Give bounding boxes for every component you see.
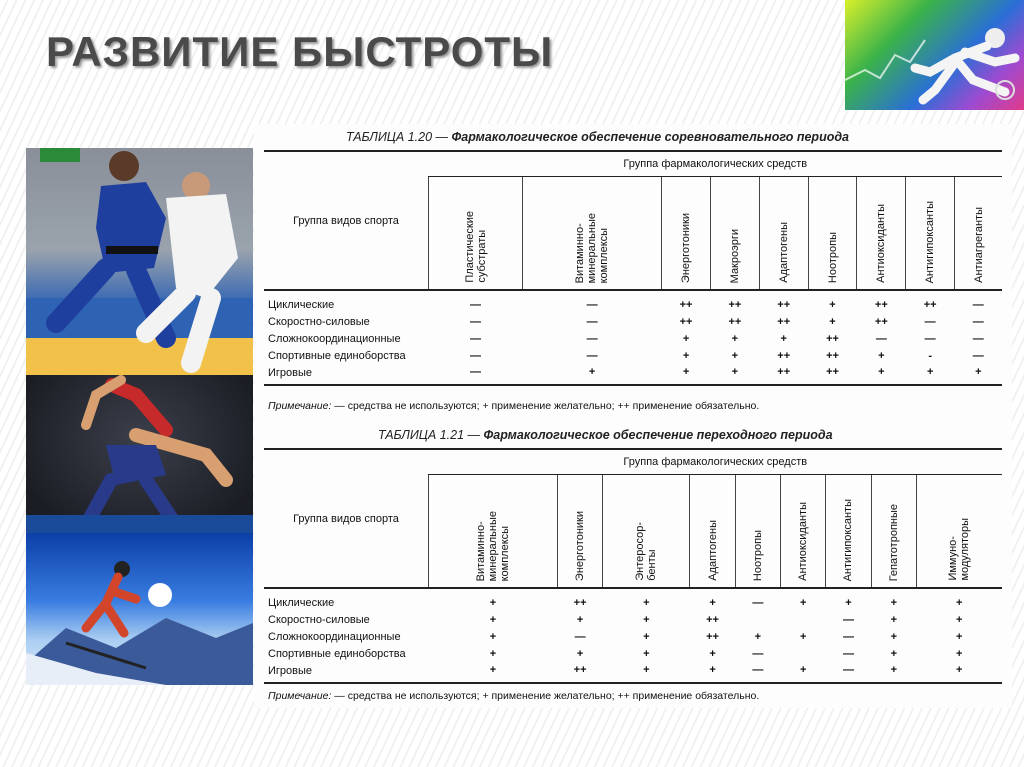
- value-cell: +: [643, 613, 650, 626]
- value-cell: +: [956, 613, 963, 626]
- table-row: [264, 330, 1002, 347]
- sport-group-cell: Циклические: [268, 596, 335, 609]
- value-cell: —: [574, 630, 586, 643]
- table1-column-header: [906, 177, 955, 291]
- table1-column-header: [808, 177, 857, 291]
- value-cell: +: [576, 613, 584, 626]
- table-row: [264, 611, 1002, 628]
- table2-column-header: [690, 475, 735, 589]
- table1-note-text: — средства не используются; + применение желательно; ++ применение обязательно.: [331, 400, 760, 412]
- value-cell: ++: [706, 613, 719, 626]
- value-cell: +: [955, 364, 1002, 385]
- value-cell: ++: [777, 315, 791, 328]
- value-cell: ++: [874, 299, 888, 311]
- table-row: [264, 364, 1002, 385]
- value-cell: —: [972, 332, 984, 345]
- table-row: [264, 645, 1002, 662]
- table2-column-label: Гепатотропные: [887, 503, 900, 581]
- table1-label: ТАБЛИЦА 1.20 —: [346, 130, 448, 144]
- value-cell: —: [972, 315, 984, 328]
- table1-column-label: Ноотропы: [826, 231, 839, 283]
- value-cell: +: [429, 662, 558, 683]
- table2-column-header: [429, 475, 558, 589]
- value-cell: +: [799, 597, 807, 609]
- value-cell: +: [890, 597, 897, 609]
- table2-column-label: Иммуно- модуляторы: [947, 518, 972, 581]
- value-cell: +: [489, 613, 497, 626]
- sprinter-figure: [845, 0, 1024, 110]
- value-cell: ++: [728, 299, 742, 311]
- photo-column: [26, 148, 253, 685]
- value-cell: +: [845, 597, 852, 609]
- value-cell: +: [890, 630, 897, 643]
- ski-photo: [26, 533, 253, 685]
- table1-note: [268, 400, 759, 412]
- value-cell: —: [842, 613, 854, 626]
- judo-photo: [26, 148, 253, 375]
- table1-column-label: Энерготоники: [680, 212, 693, 283]
- value-cell: +: [878, 349, 885, 362]
- table2-column-header: [826, 475, 871, 589]
- value-cell: +: [643, 597, 650, 609]
- sport-group-cell: Скоростно-силовые: [268, 315, 370, 328]
- table2-column-header: [871, 475, 916, 589]
- value-cell: ++: [923, 299, 937, 311]
- sport-group-cell: Сложнокоординационные: [268, 332, 401, 345]
- value-cell: —: [924, 315, 936, 328]
- value-cell: +: [780, 332, 787, 345]
- sport-group-cell: Скоростно-силовые: [268, 613, 370, 626]
- value-cell: ++: [874, 315, 888, 328]
- table2-column-label: Антигипоксанты: [842, 498, 855, 581]
- value-cell: [781, 611, 826, 628]
- value-cell: ++: [759, 364, 808, 385]
- value-cell: —: [826, 662, 871, 683]
- slide-title: РАЗВИТИЕ БЫСТРОТЫ: [46, 28, 554, 75]
- value-cell: +: [489, 630, 497, 643]
- value-cell: ++: [679, 315, 693, 328]
- value-cell: +: [956, 647, 963, 660]
- value-cell: —: [586, 299, 598, 311]
- table-row: [264, 290, 1002, 313]
- value-cell: +: [489, 647, 497, 660]
- value-cell: ++: [679, 299, 693, 311]
- value-cell: ++: [557, 662, 602, 683]
- table2-column-header: [781, 475, 826, 589]
- table2-sport-header: Группа видов спорта: [264, 449, 429, 588]
- value-cell: +: [956, 630, 963, 643]
- value-cell: —: [470, 315, 481, 328]
- value-cell: +: [829, 299, 836, 311]
- sport-group-cell: Игровые: [264, 364, 429, 385]
- table1-column-label: Витаминно- минеральные комплексы: [574, 212, 611, 283]
- value-cell: +: [682, 332, 690, 345]
- table2-note: [268, 690, 759, 702]
- value-cell: +: [754, 630, 762, 643]
- value-cell: —: [470, 299, 481, 311]
- value-cell: +: [731, 332, 739, 345]
- value-cell: +: [871, 662, 916, 683]
- value-cell: —: [470, 332, 481, 345]
- table1-column-header: [662, 177, 711, 291]
- value-cell: +: [643, 630, 650, 643]
- value-cell: +: [682, 349, 690, 362]
- value-cell: +: [829, 315, 836, 328]
- value-cell: +: [603, 662, 690, 683]
- value-cell: ++: [728, 315, 742, 328]
- table2-column-header: [916, 475, 1002, 589]
- value-cell: [781, 645, 826, 662]
- table1-column-label: Адаптогены: [777, 222, 790, 283]
- table1-column-header: [857, 177, 906, 291]
- value-cell: +: [576, 647, 584, 660]
- table2-column-header: [603, 475, 690, 589]
- value-cell: —: [752, 597, 764, 609]
- table2-column-label: Энерготоники: [574, 510, 587, 581]
- table-row: [264, 628, 1002, 645]
- sport-group-cell: Циклические: [268, 298, 335, 311]
- table2-column-label: Энтеросор- бенты: [634, 522, 659, 581]
- value-cell: —: [586, 349, 598, 362]
- table2-title: Фармакологическое обеспечение переходного периода: [483, 428, 833, 442]
- table1-column-header: [759, 177, 808, 291]
- value-cell: ++: [826, 349, 839, 362]
- value-cell: —: [972, 299, 984, 311]
- value-cell: —: [735, 662, 780, 683]
- value-cell: —: [586, 315, 598, 328]
- table2-column-label: Ноотропы: [751, 529, 764, 581]
- value-cell: +: [906, 364, 955, 385]
- value-cell: +: [709, 647, 716, 660]
- value-cell: +: [799, 630, 807, 643]
- table-row: [264, 347, 1002, 364]
- value-cell: +: [916, 662, 1002, 683]
- tables-panel: [254, 124, 1012, 708]
- table2-label: ТАБЛИЦА 1.21 —: [378, 428, 480, 442]
- table1-column-header: [710, 177, 759, 291]
- value-cell: +: [710, 364, 759, 385]
- table-row: [264, 588, 1002, 611]
- value-cell: +: [643, 647, 650, 660]
- table1-column-label: Антигипоксанты: [924, 200, 937, 283]
- table2-group-header: Группа фармакологических средств: [429, 449, 1003, 475]
- table2-note-label: Примечание:: [268, 690, 332, 702]
- value-cell: +: [489, 597, 497, 609]
- value-cell: —: [586, 332, 598, 345]
- value-cell: —: [924, 332, 936, 345]
- table2: [264, 448, 1002, 684]
- table1-column-header: [429, 177, 523, 291]
- value-cell: ++: [777, 299, 791, 311]
- sport-group-cell: Спортивные единоборства: [268, 647, 406, 660]
- value-cell: [735, 611, 780, 628]
- value-cell: —: [470, 349, 481, 362]
- value-cell: +: [956, 597, 963, 609]
- value-cell: ++: [808, 364, 857, 385]
- value-cell: ++: [573, 597, 587, 609]
- sport-group-cell: Спортивные единоборства: [268, 349, 406, 362]
- sport-group-cell: Сложнокоординационные: [268, 630, 401, 643]
- value-cell: +: [781, 662, 826, 683]
- sport-group-cell: Игровые: [264, 662, 429, 683]
- table1-group-header: Группа фармакологических средств: [429, 151, 1003, 177]
- table2-column-header: [735, 475, 780, 589]
- value-cell: —: [875, 332, 887, 345]
- value-cell: ++: [826, 332, 839, 345]
- value-cell: ++: [777, 349, 791, 362]
- table2-column-label: Антиоксиданты: [797, 502, 810, 581]
- value-cell: -: [928, 349, 933, 362]
- value-cell: +: [890, 647, 897, 660]
- value-cell: +: [662, 364, 711, 385]
- value-cell: —: [429, 364, 523, 385]
- table1-note-label: Примечание:: [268, 400, 332, 412]
- value-cell: —: [842, 630, 854, 643]
- value-cell: +: [690, 662, 735, 683]
- value-cell: +: [857, 364, 906, 385]
- table1-column-label: Макроэрги: [728, 228, 741, 283]
- table1-column-header: [955, 177, 1002, 291]
- table2-column-label: Адаптогены: [706, 520, 719, 581]
- table2-caption: [378, 428, 833, 442]
- table1-column-label: Пластические субстраты: [463, 211, 488, 283]
- table1-column-label: Антиоксиданты: [875, 204, 888, 283]
- table2-note-text: — средства не используются; + применение желательно; ++ применение обязательно.: [331, 690, 760, 702]
- value-cell: +: [731, 349, 739, 362]
- table1: [264, 150, 1002, 386]
- table1-caption: [346, 130, 849, 144]
- value-cell: +: [890, 613, 897, 626]
- table1-title: Фармакологическое обеспечение соревновательного периода: [451, 130, 850, 144]
- table-row: [264, 662, 1002, 683]
- table2-column-header: [557, 475, 602, 589]
- sprinter-image: [845, 0, 1024, 110]
- value-cell: ++: [706, 630, 719, 643]
- value-cell: —: [972, 349, 984, 362]
- value-cell: —: [752, 647, 764, 660]
- wrestling-photo: [26, 375, 253, 533]
- table1-column-header: [523, 177, 662, 291]
- table-row: [264, 313, 1002, 330]
- value-cell: +: [709, 597, 716, 609]
- table1-sport-header: Группа видов спорта: [264, 151, 429, 290]
- value-cell: +: [523, 364, 662, 385]
- table1-column-label: Антиагреганты: [972, 207, 985, 283]
- table2-column-label: Витаминно- минеральные комплексы: [474, 510, 511, 581]
- value-cell: —: [842, 647, 854, 660]
